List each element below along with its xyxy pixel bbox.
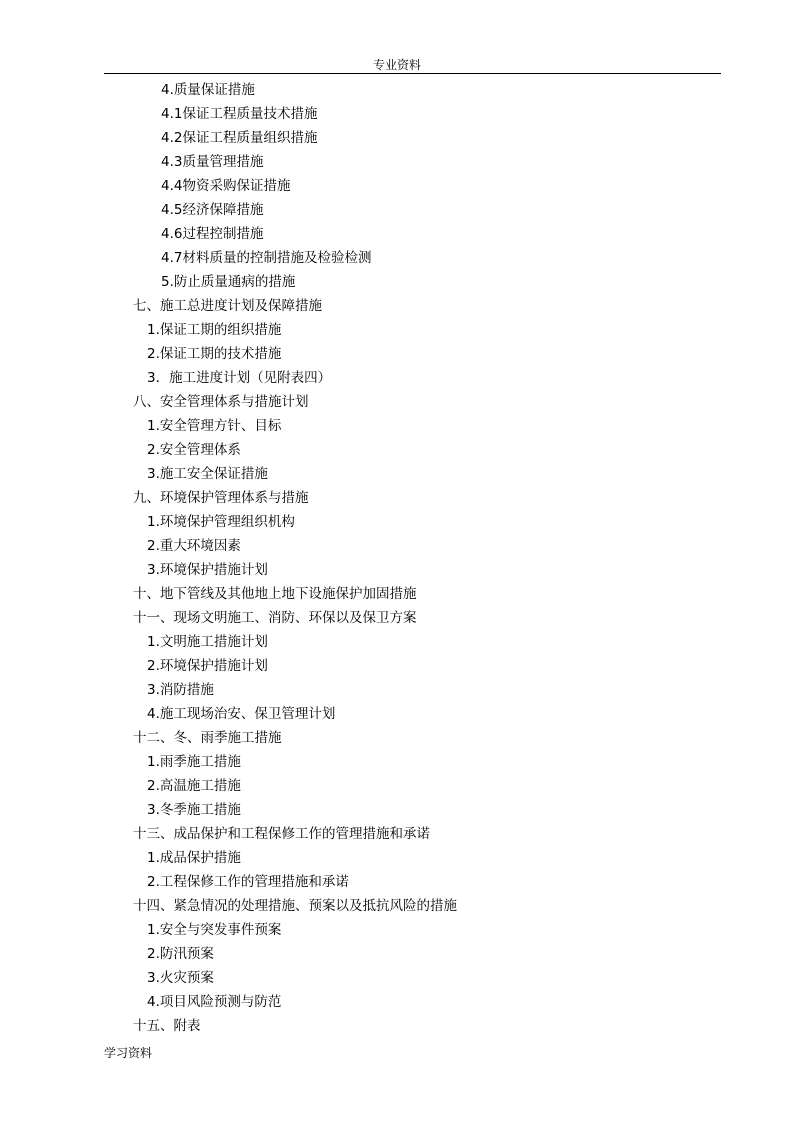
toc-section-heading: 十二、冬、雨季施工措施	[133, 730, 282, 746]
toc-entry: 1.安全管理方针、目标	[147, 418, 282, 434]
toc-entry: 2.环境保护措施计划	[147, 658, 268, 674]
toc-entry: 4.项目风险预测与防范	[147, 994, 282, 1010]
toc-entry: 1.雨季施工措施	[147, 754, 241, 770]
toc-entry: 1.文明施工措施计划	[147, 634, 268, 650]
toc-entry: 1.成品保护措施	[147, 850, 241, 866]
header-divider	[104, 73, 721, 74]
toc-entry: 4.2保证工程质量组织措施	[161, 130, 318, 146]
toc-entry: 4.1保证工程质量技术措施	[161, 106, 318, 122]
toc-section-heading: 七、施工总进度计划及保障措施	[133, 298, 322, 314]
toc-entry: 2.工程保修工作的管理措施和承诺	[147, 874, 349, 890]
toc-entry: 2.安全管理体系	[147, 442, 241, 458]
toc-section-heading: 十一、现场文明施工、消防、环保以及保卫方案	[133, 610, 417, 626]
toc-entry: 4.6过程控制措施	[161, 226, 264, 242]
toc-entry: 3.冬季施工措施	[147, 802, 241, 818]
toc-section-heading: 九、环境保护管理体系与措施	[133, 490, 309, 506]
toc-entry: 3.火灾预案	[147, 970, 214, 986]
toc-entry: 4.7材料质量的控制措施及检验检测	[161, 250, 372, 266]
toc-entry: 2.保证工期的技术措施	[147, 346, 282, 362]
toc-entry: 3.消防措施	[147, 682, 214, 698]
toc-entry: 3．施工进度计划（见附表四）	[147, 370, 332, 386]
toc-entry: 1.保证工期的组织措施	[147, 322, 282, 338]
toc-section-heading: 十四、紧急情况的处理措施、预案以及抵抗风险的措施	[133, 898, 457, 914]
toc-section-heading: 十三、成品保护和工程保修工作的管理措施和承诺	[133, 826, 430, 842]
toc-entry: 4.施工现场治安、保卫管理计划	[147, 706, 336, 722]
toc-entry: 4.4物资采购保证措施	[161, 178, 291, 194]
toc-entry: 4.5经济保障措施	[161, 202, 264, 218]
toc-entry: 5.防止质量通病的措施	[161, 274, 296, 290]
toc-entry: 4.3质量管理措施	[161, 154, 264, 170]
toc-entry: 2.重大环境因素	[147, 538, 241, 554]
toc-entry: 2.防汛预案	[147, 946, 214, 962]
toc-entry: 1.安全与突发事件预案	[147, 922, 282, 938]
toc-entry: 4.质量保证措施	[161, 82, 255, 98]
toc-entry: 3.环境保护措施计划	[147, 562, 268, 578]
page-header: 专业资料	[372, 58, 421, 72]
toc-section-heading: 十、地下管线及其他地上地下设施保护加固措施	[133, 586, 417, 602]
page-footer: 学习资料	[104, 1046, 153, 1060]
toc-section-heading: 十五、附表	[133, 1018, 201, 1034]
toc-section-heading: 八、安全管理体系与措施计划	[133, 394, 309, 410]
toc-entry: 1.环境保护管理组织机构	[147, 514, 295, 530]
toc-entry: 2.高温施工措施	[147, 778, 241, 794]
toc-entry: 3.施工安全保证措施	[147, 466, 268, 482]
